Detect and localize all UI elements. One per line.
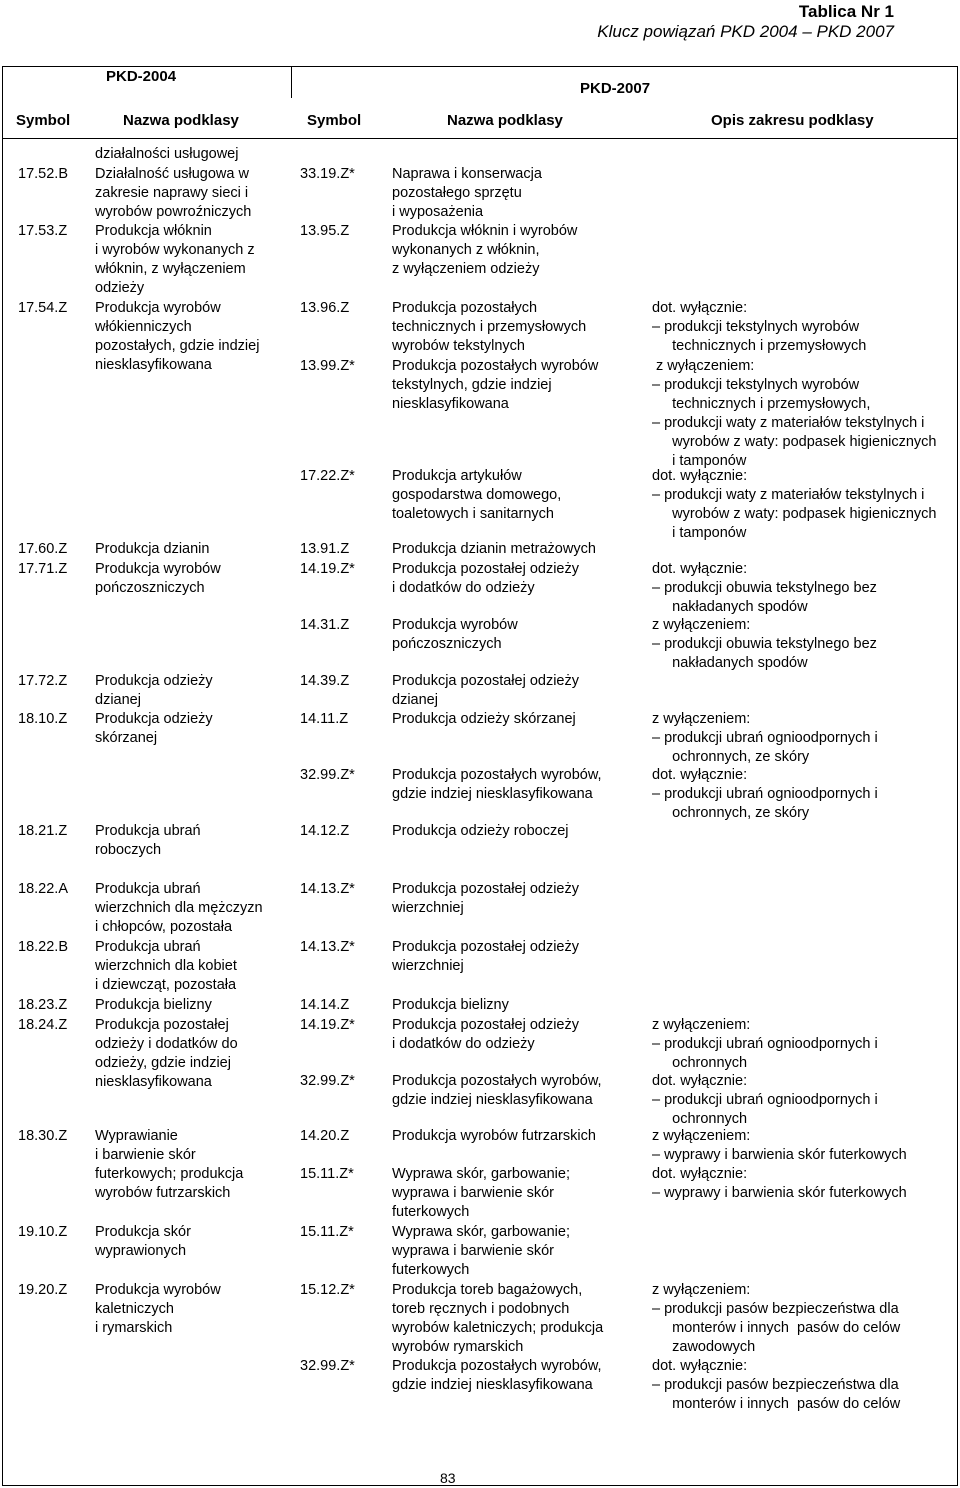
table-cell: 17.71.Z (18, 561, 68, 577)
group-pkd2007: PKD-2007 (580, 80, 651, 97)
table-cell: 13.96.Z (300, 300, 350, 316)
table-cell: Produkcja ubrań wierzchnich dla mężczyzn i chłopców, pozostała (95, 881, 263, 935)
table-cell: Produkcja pozostałej odzieży i dodatków do odzieży, gdzie indziej niesklasyfikowana (95, 1017, 238, 1090)
page-number: 83 (440, 1470, 456, 1486)
border-top (2, 66, 958, 67)
table-cell: 14.20.Z (300, 1128, 350, 1144)
table-cell: 19.10.Z (18, 1224, 68, 1240)
table-cell: 17.52.B (18, 166, 68, 182)
table-cell: Produkcja ubrań wierzchnich dla kobiet i dziewcząt, pozostała (95, 939, 237, 993)
table-cell: Produkcja dzianin metrażowych (392, 541, 596, 557)
table-cell: z wyłączeniem: – produkcji ubrań ognioodpornych i ochronnych (652, 1017, 878, 1071)
table-cell: dot. wyłącznie: – produkcji ubrań ognioodpornych i ochronnych (652, 1073, 878, 1127)
table-cell: 18.23.Z (18, 997, 68, 1013)
table-cell: Produkcja artykułów gospodarstwa domowego, toaletowych i sanitarnych (392, 468, 562, 522)
table-cell: Produkcja odzieży skórzanej (392, 711, 576, 727)
table-cell: z wyłączeniem: – wyprawy i barwienia skór futerkowych (652, 1128, 907, 1163)
border-left (2, 66, 3, 1486)
table-cell: Produkcja bielizny (392, 997, 509, 1013)
table-cell: 19.20.Z (18, 1282, 68, 1298)
table-cell: Produkcja pozostałych wyrobów, gdzie indziej niesklasyfikowana (392, 1073, 602, 1108)
table-cell: 17.54.Z (18, 300, 68, 316)
table-cell: z wyłączeniem: – produkcji tekstylnych wyrobów technicznych i przemysłowych, – produkcji waty z materiałów tekstylnych i wyrobów z waty: podpasek higienicznych i tamponów (652, 358, 937, 469)
table-cell: 33.19.Z* (300, 166, 355, 182)
group-pkd2004: PKD-2004 (106, 68, 177, 85)
table-subtitle: Klucz powiązań PKD 2004 – PKD 2007 (597, 22, 894, 41)
table-cell: dot. wyłącznie: – produkcji tekstylnych wyrobów technicznych i przemysłowych (652, 300, 867, 354)
table-cell: 18.22.A (18, 881, 68, 897)
table-cell: Produkcja odzieży roboczej (392, 823, 569, 839)
table-cell: Produkcja odzieży skórzanej (95, 711, 213, 746)
table-cell: 32.99.Z* (300, 1073, 355, 1089)
border-bottom (2, 1485, 958, 1486)
table-cell: dot. wyłącznie: – produkcji ubrań ognioodpornych i ochronnych, ze skóry (652, 767, 878, 821)
table-cell: Wyprawianie i barwienie skór futerkowych; produkcja wyrobów futrzarskich (95, 1128, 244, 1201)
col-header-name-2007: Nazwa podklasy (447, 112, 563, 129)
header-bottom-rule (2, 138, 958, 139)
table-cell: 17.22.Z* (300, 468, 355, 484)
table-cell: Produkcja pozostałej odzieży dzianej (392, 673, 579, 708)
table-cell: 13.99.Z* (300, 358, 355, 374)
table-cell: Wyprawa skór, garbowanie; wyprawa i barwienie skór futerkowych (392, 1224, 570, 1278)
table-cell: 32.99.Z* (300, 767, 355, 783)
table-cell: Produkcja pozostałych technicznych i przemysłowych wyrobów tekstylnych (392, 300, 587, 354)
table-cell: 18.21.Z (18, 823, 68, 839)
table-cell: 14.14.Z (300, 997, 350, 1013)
group-divider (291, 66, 292, 98)
table-cell: 18.10.Z (18, 711, 68, 727)
table-cell: Produkcja pozostałej odzieży wierzchniej (392, 939, 579, 974)
table-cell: Produkcja wyrobów pończoszniczych (95, 561, 221, 596)
table-cell: dot. wyłącznie: – produkcji waty z materiałów tekstylnych i wyrobów z waty: podpasek higienicznych i tamponów (652, 468, 937, 541)
table-cell: 13.95.Z (300, 223, 350, 239)
table-cell: Produkcja pozostałych wyrobów tekstylnych, gdzie indziej niesklasyfikowana (392, 358, 599, 412)
table-cell: 18.24.Z (18, 1017, 68, 1033)
table-cell: Działalność usługowa w zakresie naprawy sieci i wyrobów powroźniczych (95, 166, 252, 220)
table-cell: z wyłączeniem: – produkcji ubrań ognioodpornych i ochronnych, ze skóry (652, 711, 878, 765)
table-cell: Produkcja wyrobów pończoszniczych (392, 617, 518, 652)
table-cell: Produkcja pozostałych wyrobów, gdzie indziej niesklasyfikowana (392, 767, 602, 802)
col-header-name-2004: Nazwa podklasy (123, 112, 239, 129)
table-cell: 15.11.Z* (300, 1224, 354, 1240)
table-cell: Produkcja wyrobów włókienniczych pozostałych, gdzie indziej niesklasyfikowana (95, 300, 260, 373)
table-cell: Produkcja odzieży dzianej (95, 673, 213, 708)
table-cell: z wyłączeniem: – produkcji obuwia tekstylnego bez nakładanych spodów (652, 617, 877, 671)
table-cell: 18.30.Z (18, 1128, 68, 1144)
table-cell: Produkcja wyrobów kaletniczych i rymarskich (95, 1282, 221, 1336)
table-cell: 32.99.Z* (300, 1358, 355, 1374)
table-cell: Produkcja bielizny (95, 997, 212, 1013)
border-right (957, 66, 958, 1486)
table-cell: 14.19.Z* (300, 561, 355, 577)
table-cell: działalności usługowej (95, 146, 239, 162)
table-cell: dot. wyłącznie: – produkcji obuwia tekstylnego bez nakładanych spodów (652, 561, 877, 615)
col-header-description: Opis zakresu podklasy (711, 112, 874, 129)
table-cell: 15.11.Z* (300, 1166, 354, 1182)
table-cell: 13.91.Z (300, 541, 350, 557)
table-cell: 17.72.Z (18, 673, 68, 689)
table-cell: Produkcja ubrań roboczych (95, 823, 201, 858)
table-cell: dot. wyłącznie: – produkcji pasów bezpieczeństwa dla monterów i innych pasów do celów (652, 1358, 901, 1412)
table-cell: 14.19.Z* (300, 1017, 355, 1033)
table-cell: Produkcja pozostałej odzieży i dodatków do odzieży (392, 561, 579, 596)
table-cell: Wyprawa skór, garbowanie; wyprawa i barwienie skór futerkowych (392, 1166, 570, 1220)
table-cell: Naprawa i konserwacja pozostałego sprzętu i wyposażenia (392, 166, 542, 220)
table-cell: 15.12.Z* (300, 1282, 355, 1298)
table-cell: Produkcja wyrobów futrzarskich (392, 1128, 596, 1144)
table-cell: Produkcja włóknin i wyrobów wykonanych z włóknin, z wyłączeniem odzieży (392, 223, 578, 277)
table-cell: 17.53.Z (18, 223, 68, 239)
table-cell: 14.12.Z (300, 823, 350, 839)
table-cell: dot. wyłącznie: – wyprawy i barwienia skór futerkowych (652, 1166, 907, 1201)
table-cell: 14.39.Z (300, 673, 350, 689)
col-header-symbol-2007: Symbol (307, 112, 362, 129)
table-cell: Produkcja pozostałej odzieży i dodatków do odzieży (392, 1017, 579, 1052)
table-cell: 14.13.Z* (300, 881, 355, 897)
table-cell: Produkcja dzianin (95, 541, 210, 557)
table-cell: 14.31.Z (300, 617, 350, 633)
table-cell: Produkcja toreb bagażowych, toreb ręcznych i podobnych wyrobów kaletniczych; produkcja wyrobów rymarskich (392, 1282, 604, 1355)
table-cell: 17.60.Z (18, 541, 68, 557)
table-cell: 14.11.Z (300, 711, 349, 727)
table-cell: Produkcja włóknin i wyrobów wykonanych z włóknin, z wyłączeniem odzieży (95, 223, 255, 296)
col-header-symbol-2004: Symbol (16, 112, 71, 129)
table-cell: 18.22.B (18, 939, 68, 955)
table-cell: Produkcja pozostałych wyrobów, gdzie indziej niesklasyfikowana (392, 1358, 602, 1393)
table-cell: z wyłączeniem: – produkcji pasów bezpieczeństwa dla monterów i innych pasów do celów zawodowych (652, 1282, 901, 1355)
table-cell: 14.13.Z* (300, 939, 355, 955)
table-cell: Produkcja skór wyprawionych (95, 1224, 191, 1259)
table-number: Tablica Nr 1 (798, 2, 894, 21)
table-cell: Produkcja pozostałej odzieży wierzchniej (392, 881, 579, 916)
